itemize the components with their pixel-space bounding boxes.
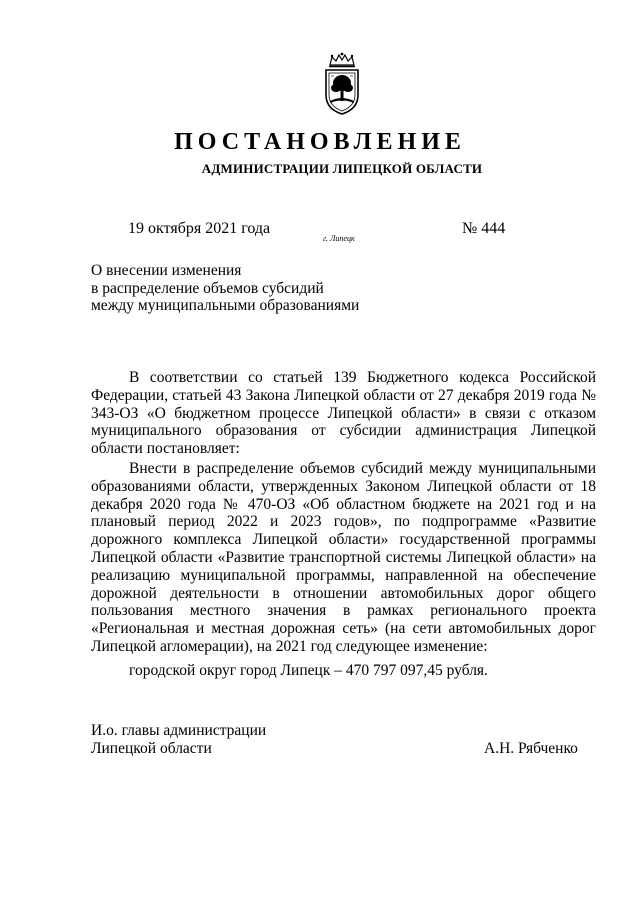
body-paragraph: В соответствии со статьей 139 Бюджетного кодекса Российской Федерации, статьей 43 Закона Липецкой области от 27 декабря 2019 года № 343-ОЗ «О бюджетном процессе Липецкой области» в связи с отказом муниципального образования от субсидии администрация Липецкой области постановляет: [91,369,596,458]
subject-line: между муниципальными образованиями [91,297,360,314]
document-date: 19 октября 2021 года [128,220,271,237]
coat-of-arms-icon [318,51,366,117]
document-subtitle: АДМИНИСТРАЦИИ ЛИПЕЦКОЙ ОБЛАСТИ [201,161,483,176]
signatory-name: А.Н. Рябченко [484,740,578,757]
document-body [91,369,596,680]
document-place: г. Липецк [323,234,355,243]
signature-position [91,722,266,758]
body-paragraph: Внести в распределение объемов субсидий между муниципальными образованиями области, утвержденных Законом Липецкой области от 18 декабря 2020 года № 470-ОЗ «Об областном бюджете на 2021 год и на плановый период 2022 и 2023 годов», по подпрограмме «Развитие дорожного комплекса Липецкой области» государственной программы Липецкой области «Развитие транспортной системы Липецкой области» на реализацию муниципальной программы, направленной на обеспечение дорожной деятельности в отношении автомобильных дорог общего пользования местного значения в рамках регионального проекта «Региональная и местная дорожная сеть» (на сети автомобильных дорог Липецкой агломерации), на 2021 год следующее изменение: [91,459,596,655]
signature-position-line: И.о. главы администрации [91,722,267,739]
body-paragraph: городской округ город Липецк – 470 797 097,45 рубля. [129,661,488,679]
subject-line: О внесении изменения [91,262,242,279]
document-subject [91,262,359,315]
signature-position-line: Липецкой области [91,740,212,757]
document-title: ПОСТАНОВЛЕНИЕ [174,129,466,155]
document-number: № 444 [462,220,506,237]
subject-line: в распределение объемов субсидий [91,279,324,297]
